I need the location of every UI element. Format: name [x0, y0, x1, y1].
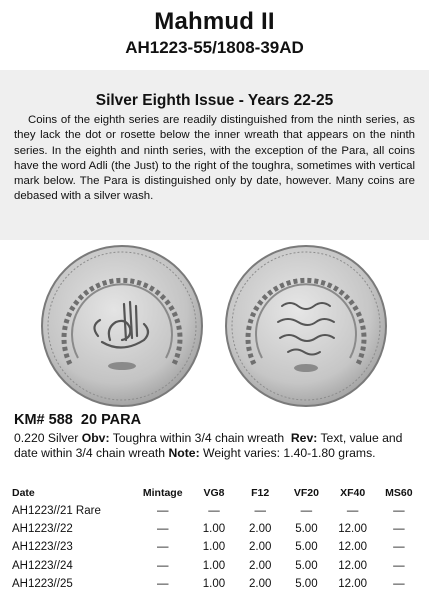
page-title: Mahmud II	[154, 8, 275, 35]
cell-f12: 2.00	[248, 523, 272, 536]
table-row	[12, 557, 422, 575]
cell-vg8: 1.00	[202, 559, 226, 572]
cell-date: AH1223//24	[12, 559, 73, 572]
coin-denomination: 20 PARA	[80, 412, 142, 428]
cell-ms60: —	[393, 505, 405, 518]
cell-vf20: —	[300, 505, 313, 518]
cell-vf20: 5.00	[295, 577, 318, 590]
cell-vg8: 1.00	[202, 523, 226, 536]
table-row	[12, 575, 422, 593]
cell-ms60: —	[393, 559, 405, 572]
section-heading: Silver Eighth Issue - Years 22-25	[95, 92, 334, 109]
coin-reverse-image	[224, 244, 388, 408]
reverse-text: Text, value and date within 3/4 chain wreath	[14, 431, 403, 461]
cell-mintage: —	[156, 577, 169, 590]
cell-f12: —	[254, 505, 266, 518]
cell-mintage: —	[156, 559, 169, 572]
cell-xf40: 12.00	[338, 559, 368, 572]
cell-date: AH1223//23	[12, 541, 73, 554]
page-subtitle: AH1223-55/1808-39AD	[125, 38, 304, 57]
cell-vg8: 1.00	[202, 577, 226, 590]
cell-xf40: 12.00	[338, 541, 368, 554]
header-xf40: XF40	[340, 487, 366, 499]
reverse-label: Rev:	[290, 431, 318, 445]
cell-f12: 2.00	[248, 577, 272, 590]
note-label: Note:	[168, 446, 200, 461]
cell-date: AH1223//22	[12, 523, 73, 536]
cell-xf40: 12.00	[338, 523, 368, 536]
header-f12: F12	[251, 487, 270, 499]
cell-ms60: —	[393, 541, 405, 554]
cell-ms60: —	[393, 577, 405, 590]
table-row	[12, 520, 422, 538]
cell-xf40: —	[346, 505, 359, 518]
cell-date: AH1223//21 Rare	[12, 505, 101, 518]
coin-images	[0, 240, 429, 412]
cell-vg8: —	[208, 505, 220, 518]
page-header	[0, 0, 429, 70]
cell-mintage: —	[156, 505, 169, 518]
cell-vg8: 1.00	[202, 541, 226, 554]
table-header-row	[12, 484, 422, 502]
cell-f12: 2.00	[248, 559, 272, 572]
header-mintage: Mintage	[142, 487, 183, 499]
cell-ms60: —	[393, 523, 405, 536]
cell-xf40: 12.00	[338, 577, 368, 590]
header-vf20: VF20	[293, 487, 319, 499]
table-row	[12, 538, 422, 556]
cell-f12: 2.00	[248, 541, 272, 554]
coin-obverse-image	[40, 244, 204, 408]
obverse-label: Obv:	[81, 431, 110, 445]
cell-vf20: 5.00	[295, 541, 318, 554]
cell-date: AH1223//25	[12, 577, 73, 590]
header-vg8: VG8	[203, 487, 225, 499]
intro-paragraph: Coins of the eighth series are readily distinguished from the ninth series, as they lack the dot or rosette below the inner wreath that appears on the ninth series. In the eighth and ninth series, with the exception of the Para, all coins have the word Adli (the Just) to the right of the toughra, sometimes with vertical mark below. The Para is distinguished only by date, however. Many coins are debased with a silver wash.	[14, 114, 415, 203]
coin-heading	[14, 412, 141, 428]
cell-mintage: —	[156, 541, 169, 554]
table-row	[12, 502, 422, 520]
cell-vf20: 5.00	[295, 559, 318, 572]
coin-metal: 0.220 Silver	[14, 431, 79, 445]
header-ms60: MS60	[385, 487, 413, 499]
obverse-text: Toughra within 3/4 chain wreath	[112, 431, 285, 445]
note-text: Weight varies: 1.40-1.80 grams.	[203, 446, 376, 461]
price-table	[12, 484, 422, 593]
cell-mintage: —	[156, 523, 169, 536]
km-number: KM# 588	[14, 412, 73, 428]
header-date: Date	[12, 487, 35, 499]
coin-description	[14, 431, 416, 462]
cell-vf20: 5.00	[295, 523, 318, 536]
